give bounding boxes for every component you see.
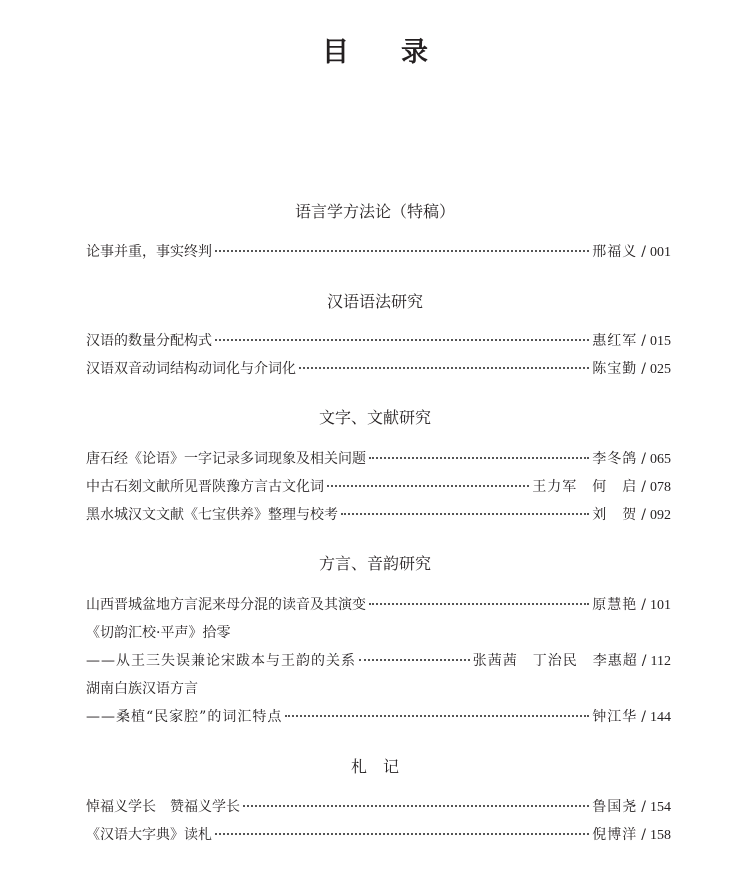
dot-leader [215, 832, 589, 835]
dot-leader [369, 456, 589, 459]
entry-page: 144 [650, 710, 671, 725]
entry-title: 汉语的数量分配构式 [86, 333, 212, 349]
entry-page: 015 [650, 334, 671, 349]
entry-title: 《汉语大字典》读札 [86, 827, 212, 843]
entry-page: 078 [650, 480, 671, 495]
toc-entry[interactable] [86, 650, 671, 672]
dot-leader [215, 338, 589, 341]
entry-author: 陈宝勤 [592, 361, 638, 377]
entry-author: 邢福义 [592, 244, 638, 260]
page-separator: / [641, 244, 646, 260]
entry-title: 中古石刻文献所见晋陕豫方言古文化词 [86, 479, 324, 495]
entry-title: 论事并重，事实终判 [86, 244, 212, 260]
toc-entry[interactable] [86, 448, 671, 470]
section-heading: 文字、文献研究 [318, 408, 431, 427]
entry-author: 惠红军 [592, 333, 638, 349]
entry-page: 065 [650, 452, 671, 467]
entry-subtitle: ——从王三失误兼论宋跋本与王韵的关系 [86, 653, 356, 669]
entry-title: 唐石经《论语》一字记录多词现象及相关问题 [86, 451, 366, 467]
entry-author: 张茜茜 丁治民 李惠超 [472, 653, 638, 669]
page-title [0, 30, 750, 69]
page-title-char-2: 录 [401, 37, 428, 68]
entry-author: 倪博洋 [592, 827, 638, 843]
entry-main-title[interactable]: 湖南白族汉语方言 [86, 681, 198, 697]
dot-leader [341, 512, 589, 515]
page-separator: / [641, 333, 646, 349]
entry-page: 092 [650, 508, 671, 523]
dot-leader [285, 714, 589, 717]
entry-page: 101 [650, 598, 671, 613]
entry-title: 悼福义学长 赞福义学长 [86, 799, 240, 815]
dot-leader [299, 366, 589, 369]
toc-entry[interactable] [86, 706, 671, 728]
page-separator: / [641, 709, 646, 725]
entry-title: 汉语双音动词结构动词化与介词化 [86, 361, 296, 377]
entry-author: 原慧艳 [592, 597, 638, 613]
page-separator: / [641, 597, 646, 613]
entry-title: 黑水城汉文文献《七宝供养》整理与校考 [86, 507, 338, 523]
toc-entry[interactable] [86, 241, 671, 263]
toc-entry[interactable] [86, 594, 671, 616]
section-heading: 汉语语法研究 [326, 292, 423, 311]
toc-entry[interactable] [86, 824, 671, 846]
page-separator: / [641, 827, 646, 843]
page-title-char-1: 目 [322, 37, 349, 68]
dot-leader [369, 602, 589, 605]
page-separator: / [641, 479, 646, 495]
entry-title: 山西晋城盆地方言泥来母分混的读音及其演变 [86, 597, 366, 613]
entry-main-title[interactable]: 《切韵汇校·平声》拾零 [86, 625, 231, 641]
section-heading: 札 记 [350, 757, 399, 776]
entry-page: 025 [650, 362, 671, 377]
section-heading: 语言学方法论（特稿） [294, 202, 455, 221]
dot-leader [243, 804, 589, 807]
dot-leader [327, 484, 529, 487]
toc-entry[interactable] [86, 476, 671, 498]
entry-author: 李冬鸽 [592, 451, 638, 467]
entry-page: 158 [650, 828, 671, 843]
entry-author: 钟江华 [592, 709, 638, 725]
page-separator: / [641, 451, 646, 467]
entry-author: 王力军 何 启 [532, 479, 638, 495]
entry-page: 112 [650, 654, 671, 669]
toc-entry[interactable] [86, 504, 671, 526]
entry-author: 鲁国尧 [592, 799, 638, 815]
dot-leader [359, 658, 470, 661]
entry-page: 154 [650, 800, 671, 815]
toc-entry[interactable] [86, 330, 671, 352]
entry-author: 刘 贺 [592, 507, 638, 523]
entry-page: 001 [650, 245, 671, 260]
page-separator: / [641, 507, 646, 523]
dot-leader [215, 249, 589, 252]
toc-entry[interactable] [86, 796, 671, 818]
toc-entry[interactable] [86, 358, 671, 380]
page-separator: / [641, 361, 646, 377]
page-separator: / [641, 653, 647, 669]
entry-subtitle: ——桑植“民家腔”的词汇特点 [86, 709, 283, 725]
section-heading: 方言、音韵研究 [318, 554, 431, 573]
page-separator: / [641, 799, 646, 815]
